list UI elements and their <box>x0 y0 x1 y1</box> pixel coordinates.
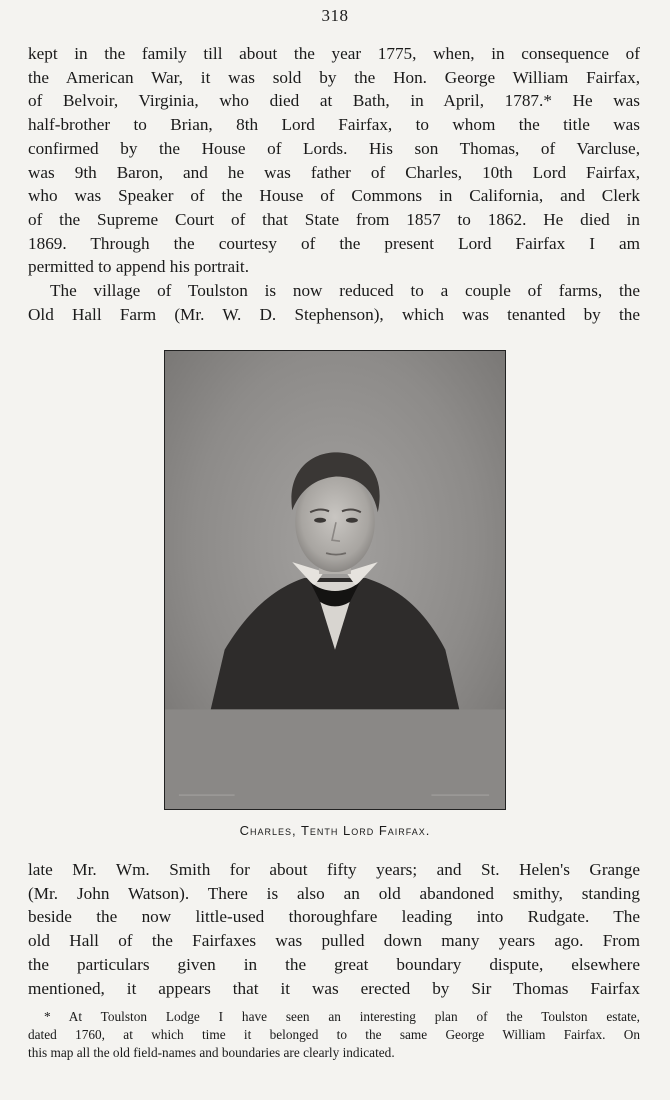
text-line: permitted to append his portrait. <box>28 257 249 277</box>
text-line: who was Speaker of the House of Commons in California, and Clerk <box>28 186 640 206</box>
portrait-figure <box>164 350 506 810</box>
text-line: beside the now little-used thoroughfare leading into Rudgate. The <box>28 907 640 927</box>
text-line: 1869. Through the courtesy of the present Lord Fairfax I am <box>28 233 640 253</box>
figure-caption: Charles, Tenth Lord Fairfax. <box>239 823 431 838</box>
footnote-line: this map all the old field-names and boundaries are clearly indicated. <box>28 1045 395 1060</box>
footnote-line: dated 1760, at which time it belonged to the same George William Fairfax. On <box>28 1027 640 1042</box>
text-line: of Belvoir, Virginia, who died at Bath, in April, 1787.* He was <box>28 91 640 111</box>
text-line: the American War, it was sold by the Hon. George William Fairfax, <box>28 67 640 87</box>
text-line: Old Hall Farm (Mr. W. D. Stephenson), which was tenanted by the <box>28 304 640 324</box>
text-line: late Mr. Wm. Smith for about fifty years; and St. Helen's Grange <box>28 860 640 879</box>
text-line: mentioned, it appears that it was erected by Sir Thomas Fairfax <box>28 978 640 998</box>
portrait-image <box>165 351 505 809</box>
text-line: the particulars given in the great boundary dispute, elsewhere <box>28 954 640 974</box>
text-line: confirmed by the House of Lords. His son Thomas, of Varcluse, <box>28 138 640 158</box>
page-number: 318 <box>321 6 349 25</box>
text-line: kept in the family till about the year 1775, when, in consequence of <box>28 44 640 63</box>
paragraph-top <box>28 42 640 326</box>
text-line: old Hall of the Fairfaxes was pulled down many years ago. From <box>28 931 640 951</box>
text-line: was 9th Baron, and he was father of Charles, 10th Lord Fairfax, <box>28 162 640 182</box>
footnote-line: * At Toulston Lodge I have seen an interesting plan of the Toulston estate, <box>44 1009 640 1024</box>
footnote <box>28 1008 640 1062</box>
text-line: half-brother to Brian, 8th Lord Fairfax, to whom the title was <box>28 115 640 135</box>
text-line: The village of Toulston is now reduced to a couple of farms, the <box>50 281 640 301</box>
paragraph-bottom <box>28 858 640 1000</box>
text-line: (Mr. John Watson). There is also an old abandoned smithy, standing <box>28 883 640 903</box>
text-line: of the Supreme Court of that State from 1857 to 1862. He died in <box>28 209 640 229</box>
